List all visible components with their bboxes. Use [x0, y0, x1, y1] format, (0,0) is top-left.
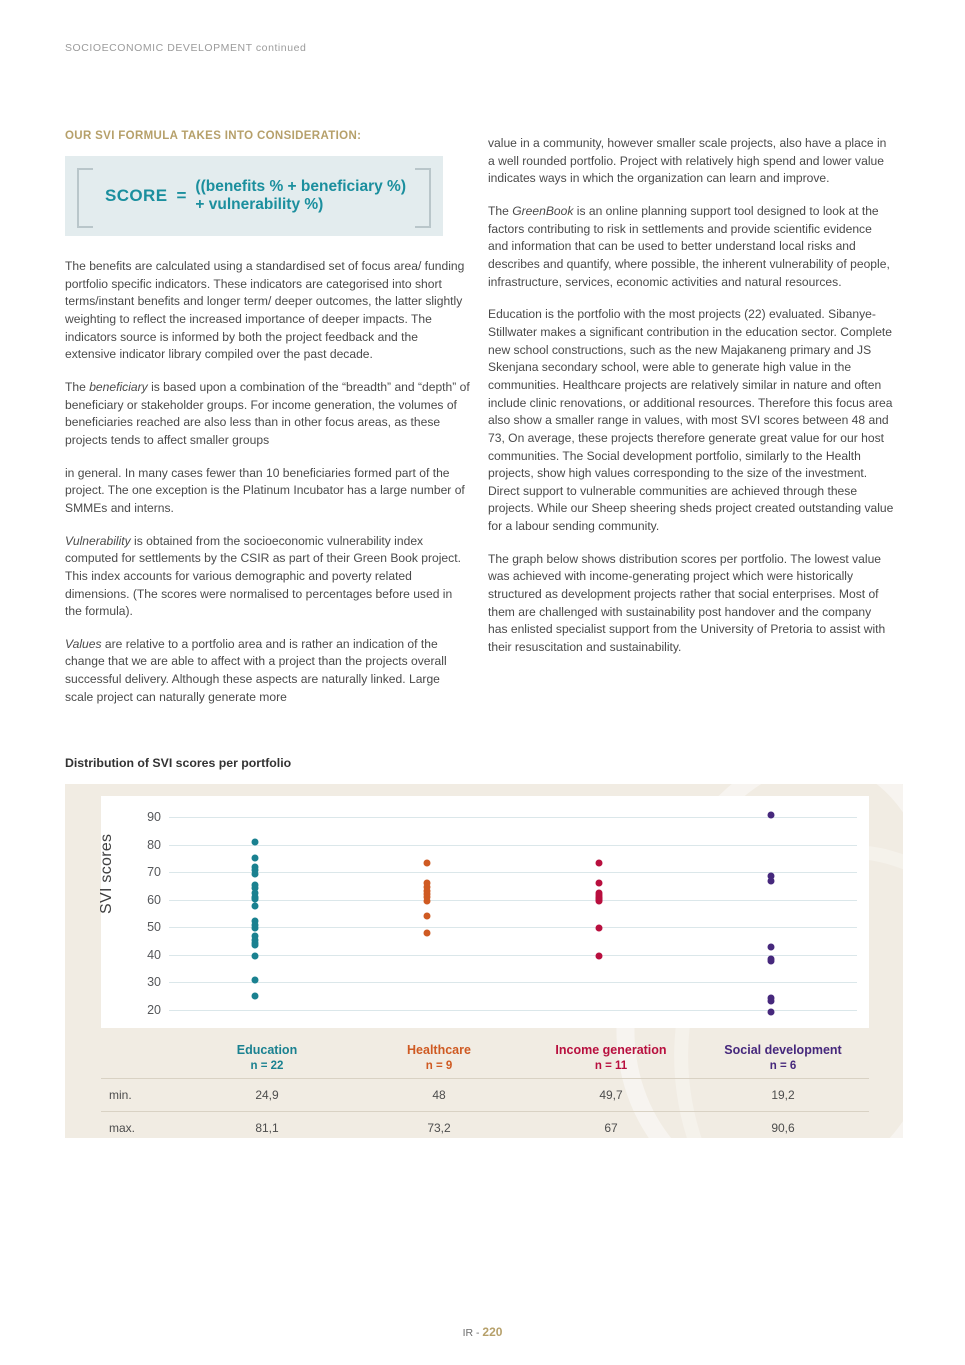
data-point-healthcare-7: [424, 912, 431, 919]
y-axis-tick-20: 20: [147, 1002, 161, 1017]
column-header-income-generation-count: n = 11: [594, 1059, 628, 1072]
paragraph-graph-intro: The graph below shows distribution scores per portfolio. The lowest value was achieved with income-generating project which were historically structured as development projects rather that social enterprises. Most of them are challenged with sustainability post handover and the company has enlisted specialist support from the University of Pretoria to assist with their resuscitation and sustainability.: [488, 551, 886, 655]
data-point-income-generation-1: [596, 880, 603, 887]
y-axis-tick-40: 40: [147, 947, 161, 962]
formula-expression: [195, 178, 406, 215]
data-point-social-development-7: [768, 997, 775, 1004]
paragraph-values-rest: are relative to a portfolio area and is rather an indication of the change that we are able to affect with a project than the projects overall successful delivery. Although these aspects are naturally linked. Large scale project can naturally generate more: [65, 636, 447, 704]
footer-prefix: IR -: [462, 1327, 483, 1339]
column-header-social-development-label: Social development: [724, 1043, 842, 1058]
data-point-social-development-0: [768, 812, 775, 819]
paragraph-greenbook-rest: is an online planning support tool designed to look at the factors contributing to risk in settlements and provide scientific evidence and information that can be used to better understand local risks and describes and quantify, where possible, the inherent vulnerability of people, infrastructure, services, economic activities and natural resources.: [488, 203, 890, 289]
data-point-education-20: [252, 977, 259, 984]
data-point-social-development-3: [768, 943, 775, 950]
term-beneficiary: beneficiary: [89, 379, 148, 394]
paragraph-vulnerability: [65, 533, 471, 621]
y-axis-tick-30: 30: [147, 975, 161, 990]
formula-equals-sign: =: [176, 186, 187, 205]
cell-max-education: 81,1: [255, 1121, 279, 1135]
y-axis-tick-90: 90: [147, 810, 161, 824]
page-footer: [0, 1325, 965, 1339]
paragraph-education-portfolio: Education is the portfolio with the most projects (22) evaluated. Sibanye-Stillwater makes a significant contribution in the education sector. Complete new school constructions, such as the new Majakaneng primary and JS Skenjana secondary school, were able to generate high value in the communities. Healthcare projects are relatively similar in nature and often include clinic renovations, or additional resources. Therefore this focus area also show a smaller range in values, with most SVI scores between 48 and 73, On average, these projects therefore generate great value for our host communities. The Social development portfolio, similarly to the Health projects, show high values corresponding to the size of the investment. Direct support to vulnerable communities are achieved through these projects. While our Sheep sheering sheds project created outstanding value for a labour sending community.: [488, 307, 894, 534]
column-header-healthcare: [353, 1042, 525, 1073]
row-label-min: min.: [109, 1088, 132, 1102]
gridline: [147, 810, 857, 824]
footer-page-number: 220: [482, 1325, 503, 1339]
data-point-social-development-2: [768, 877, 775, 884]
column-header-healthcare-count: n = 9: [425, 1059, 453, 1072]
column-header-social-development: [697, 1042, 869, 1073]
bracket-right-icon: [415, 168, 431, 228]
gridline: [147, 1002, 857, 1017]
y-axis-tick-50: 50: [147, 920, 161, 935]
gridline: [147, 865, 857, 880]
column-header-healthcare-label: Healthcare: [407, 1043, 471, 1058]
table-row: [101, 1111, 869, 1138]
cell-min-healthcare: 48: [432, 1088, 446, 1102]
paragraph-vulnerability-rest: is obtained from the socioeconomic vulnerability index computed for settlements by the CSIR as part of their Green Book project. This index accounts for various demographic and poverty related dimensions. (The scores were normalised to percentages before used in the formula).: [65, 533, 461, 619]
y-axis-tick-60: 60: [147, 892, 161, 907]
term-values: Values: [65, 636, 102, 651]
data-point-social-development-5: [768, 958, 775, 965]
cell-max-social-development: 90,6: [771, 1121, 795, 1135]
column-header-education-label: Education: [236, 1043, 298, 1058]
y-axis-tick-80: 80: [147, 837, 161, 852]
data-point-education-18: [252, 942, 259, 949]
gridline: [147, 947, 857, 962]
y-axis-tick-70: 70: [147, 865, 161, 880]
cell-max-healthcare: 73,2: [427, 1121, 451, 1135]
cell-min-income-generation: 49,7: [599, 1088, 623, 1102]
data-point-healthcare-8: [424, 929, 431, 936]
gridline: [147, 892, 857, 907]
column-header-social-development-count: n = 6: [769, 1059, 797, 1072]
cell-min-education: 24,9: [255, 1088, 279, 1102]
bracket-left-icon: [77, 168, 93, 228]
paragraph-values: [65, 636, 471, 707]
paragraph-beneficiary-prefix: The: [65, 379, 90, 394]
data-point-education-0: [252, 838, 259, 845]
formula-kicker: OUR SVI FORMULA TAKES INTO CONSIDERATION:: [65, 130, 362, 142]
table-row: [101, 1078, 869, 1111]
paragraph-greenbook: [488, 203, 894, 291]
row-label-max: max.: [109, 1121, 136, 1135]
column-header-education: [181, 1042, 353, 1073]
gridline: [147, 975, 857, 990]
cell-min-social-development: 19,2: [771, 1088, 795, 1102]
running-header: SOCIOECONOMIC DEVELOPMENT continued: [65, 42, 307, 54]
data-point-education-21: [252, 993, 259, 1000]
data-point-income-generation-0: [596, 859, 603, 866]
formula-score-label: SCORE: [105, 186, 168, 205]
svi-distribution-chart: [65, 784, 903, 1138]
column-header-income-generation: [525, 1042, 697, 1073]
table-header-row: [101, 1038, 869, 1078]
svi-formula-box: [65, 156, 443, 236]
data-point-income-generation-10: [596, 952, 603, 959]
data-point-social-development-8: [768, 1008, 775, 1015]
right-column: [488, 135, 894, 672]
paragraph-general: in general. In many cases fewer than 10 beneficiaries formed part of the project. The one exception is the Platinum Incubator has a large number of SMMEs and interns.: [65, 465, 465, 515]
cell-max-income-generation: 67: [604, 1121, 618, 1135]
chart-title: Distribution of SVI scores per portfolio: [65, 756, 292, 770]
data-point-education-4: [252, 871, 259, 878]
data-point-education-19: [252, 952, 259, 959]
data-point-education-1: [252, 854, 259, 861]
column-header-income-generation-label: Income generation: [555, 1043, 667, 1058]
term-vulnerability: Vulnerability: [65, 533, 131, 548]
paragraph-benefits: The benefits are calculated using a standardised set of focus area/ funding portfolio specific indicators. These indicators are categorised into short terms/instant benefits and longer term/ deeper outcomes, the latter slightly weighting to reflect the increased importance of deeper impacts. The indicators source is informed by both the project feedback and the extensive indicator library compiled over the past decade.: [65, 259, 465, 362]
column-header-education-count: n = 22: [250, 1059, 284, 1072]
data-point-education-14: [252, 924, 259, 931]
term-greenbook: GreenBook: [512, 203, 574, 218]
scatter-plot: [147, 806, 857, 1018]
paragraph-community-value: value in a community, however smaller scale projects, also have a place in a well rounded portfolio. Project with relatively high spend and lower value indicates ways in which the organization can learn and improve.: [488, 136, 887, 186]
paragraph-beneficiary: [65, 379, 471, 450]
formula-expression-line2: + vulnerability %): [195, 196, 324, 213]
plot-area-background: [98, 796, 869, 1028]
paragraph-greenbook-prefix: The: [488, 203, 513, 218]
gridline: [147, 837, 857, 852]
data-point-healthcare-6: [424, 897, 431, 904]
data-point-income-generation-8: [596, 898, 603, 905]
gridline: [147, 920, 857, 935]
formula-expression-line1: ((benefits % + beneficiary %): [195, 177, 407, 195]
data-point-education-11: [252, 902, 259, 909]
summary-table: [101, 1038, 869, 1138]
data-point-income-generation-9: [596, 924, 603, 931]
paragraph-beneficiary-rest: is based upon a combination of the “breadth” and “depth” of beneficiary or stakeholder groups. For income generation, the volumes of beneficiaries reached are also less than in other focus areas, as these projects tends to affect smaller groups: [65, 379, 470, 447]
data-point-healthcare-0: [424, 860, 431, 867]
y-axis-label: SVI scores: [98, 833, 115, 914]
left-column: [65, 130, 471, 721]
